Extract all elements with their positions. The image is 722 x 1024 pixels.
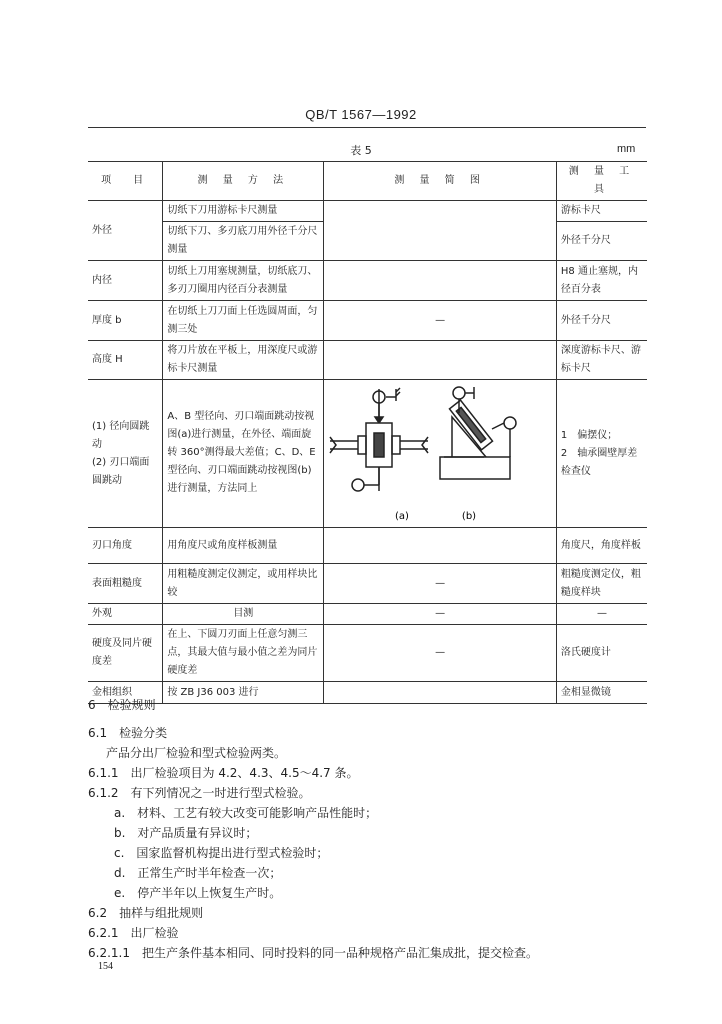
row-item: 外径 [88, 201, 163, 261]
table-row [88, 564, 647, 604]
row-tool: 1 偏摆仪； 2 轴承圈壁厚差检查仪 [556, 380, 647, 528]
header-tool: 测 量 工 具 [556, 162, 647, 201]
row-tool: 深度游标卡尺、游标卡尺 [556, 341, 647, 380]
table-row [88, 341, 647, 380]
row-item: 内径 [88, 261, 163, 301]
row-method: 在上、下圆刀刃面上任意匀测三点，其最大值与最小值之差为同片硬度差 [163, 625, 324, 682]
list-item: e. 停产半年以上恢复生产时。 [114, 886, 282, 900]
section-heading: 6 检验规则 [88, 698, 156, 712]
row-method: 用角度尺或角度样板测量 [163, 528, 324, 564]
table-unit: mm [617, 143, 636, 155]
row-item: 厚度 b [88, 301, 163, 341]
row-item: 硬度及同片硬度差 [88, 625, 163, 682]
row-item: 高度 H [88, 341, 163, 380]
header-item: 项 目 [88, 162, 163, 201]
table-header-row [88, 162, 647, 201]
page-number: 154 [98, 961, 113, 972]
row-tool: 外径千分尺 [556, 222, 647, 261]
row-diagram [324, 682, 557, 704]
measurement-table [88, 161, 647, 704]
table-caption: 表 5 [350, 144, 372, 157]
clause-heading: 6.2.1 出厂检验 [88, 926, 179, 940]
row-diagram: — [324, 625, 557, 682]
list-item: d. 正常生产时半年检查一次； [114, 866, 282, 880]
row-tool: 外径千分尺 [556, 301, 647, 341]
row-item: (1) 径向圆跳动 (2) 刃口端面圆跳动 [88, 380, 163, 528]
row-tool: 粗糙度测定仪，粗糙度样块 [556, 564, 647, 604]
clause-heading: 6.2 抽样与组批规则 [88, 906, 204, 920]
row-method: 切纸下刀用游标卡尺测量 [163, 201, 324, 222]
row-method: 切纸下刀、多刃底刀用外径千分尺测量 [163, 222, 324, 261]
table-row [88, 604, 647, 625]
row-item: 金相组织 [88, 682, 163, 704]
row-diagram: — [324, 564, 557, 604]
row-tool: 角度尺，角度样板 [556, 528, 647, 564]
row-tool: 金相显微镜 [556, 682, 647, 704]
row-tool: H8 通止塞规，内径百分表 [556, 261, 647, 301]
clause: 6.2.1.1 把生产条件基本相同、同时投料的同一品种规格产品汇集成批，提交检查。 [88, 946, 538, 960]
row-diagram [324, 261, 557, 301]
row-diagram: — [324, 301, 557, 341]
table-row [88, 682, 647, 704]
clause: 6.1.1 出厂检验项目为 4.2、4.3、4.5～4.7 条。 [88, 766, 359, 780]
row-item: 表面粗糙度 [88, 564, 163, 604]
row-diagram [324, 201, 557, 261]
list-item: c. 国家监督机构提出进行型式检验时； [114, 846, 329, 860]
row-item: 刃口角度 [88, 528, 163, 564]
clause: 6.1.2 有下列情况之一时进行型式检验。 [88, 786, 311, 800]
row-method: 将刀片放在平板上，用深度尺或游标卡尺测量 [163, 341, 324, 380]
row-tool: 游标卡尺 [556, 201, 647, 222]
row-item: 外观 [88, 604, 163, 625]
row-diagram [324, 528, 557, 564]
table-row [88, 201, 647, 222]
header-rule [88, 127, 646, 128]
row-tool: 洛氏硬度计 [556, 625, 647, 682]
list-item: b. 对产品质量有异议时； [114, 826, 258, 840]
standard-code: QB/T 1567—1992 [305, 107, 417, 122]
row-tool: — [556, 604, 647, 625]
table-row [88, 528, 647, 564]
row-method: 按 ZB J36 003 进行 [163, 682, 324, 704]
figure-a-label: (a) [395, 510, 410, 522]
runout-diagram-svg [324, 381, 548, 527]
row-method: 在切纸上刀刀面上任选圆周面，匀测三处 [163, 301, 324, 341]
row-method: A、B 型径向、刃口端面跳动按视图(a)进行测量，在外径、端面旋转 360°测得最大差值；C、D、E 型径向、刃口端面跳动按视图(b)进行测量，方法同上 [163, 380, 324, 528]
table-row [88, 625, 647, 682]
row-diagram [324, 341, 557, 380]
table-row [88, 380, 647, 528]
row-diagram: — [324, 604, 557, 625]
list-item: a. 材料、工艺有较大改变可能影响产品性能时； [114, 806, 378, 820]
table-row [88, 261, 647, 301]
row-method: 用粗糙度测定仪测定，或用样块比较 [163, 564, 324, 604]
table-row [88, 301, 647, 341]
paragraph: 产品分出厂检验和型式检验两类。 [106, 746, 287, 760]
clause-heading: 6.1 检验分类 [88, 726, 168, 740]
header-method: 测 量 方 法 [163, 162, 324, 201]
runout-diagram [324, 380, 557, 528]
header-diagram: 测 量 简 图 [324, 162, 557, 201]
row-method: 切纸上刀用塞规测量，切纸底刀、多刃刀圈用内径百分表测量 [163, 261, 324, 301]
row-method: 目测 [163, 604, 324, 625]
figure-b-label: (b) [462, 510, 477, 522]
